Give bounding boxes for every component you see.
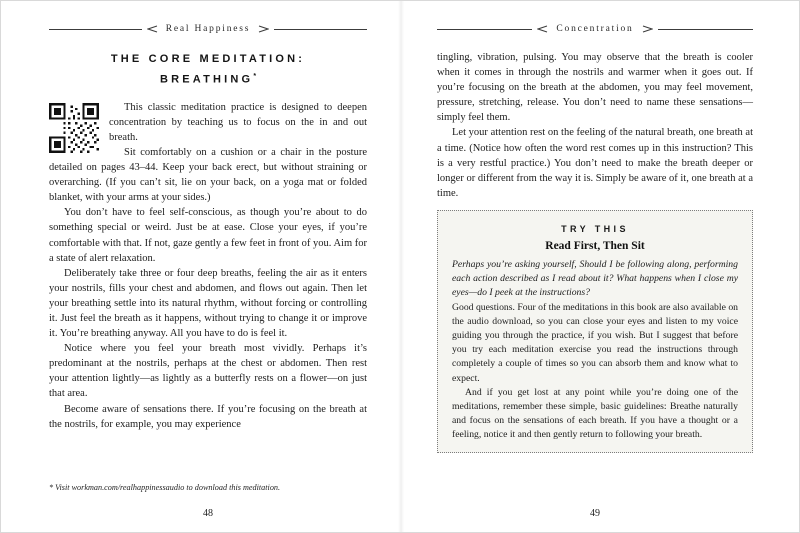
callout-kicker: TRY THIS [561,223,629,234]
body-paragraph: Notice where you feel your breath most vividly. Perhaps it’s predominant at the nostrils, perhaps at the chest or abdomen. Then rest your attention lightly—as lightly as a butterfly rests on a flower—on just that area. [49,343,367,400]
running-header-right [437,23,753,35]
running-header-text: Real Happiness [165,24,251,34]
chapter-title-line1: THE CORE MEDITATION: [110,53,306,65]
header-ornament-icon [258,25,269,33]
page-fold-divider [398,1,404,532]
callout-paragraph: Good questions. Four of the meditations in this book are also available on the audio download, so you can close your eyes and listen to my voice guiding you through the practice, if you wish. But I suggest that before you try each meditation exercise you read the instructions through completely a couple of times so you can absorb them and know what to expect. [452,301,739,384]
chapter-title-line2: BREATHING* [159,73,257,86]
header-rule [658,29,753,30]
page-left [1,1,401,533]
body-text-right [437,50,753,201]
callout-paragraph: And if you get lost at any point while you’re doing one of the meditations, remember these simple, basic guidelines: Breathe naturally and focus on the sensations of each breath. If you have a thought or a feeling, notice it and then gently return to following your breath. [452,386,738,441]
body-paragraph: Let your attention rest on the feeling of the natural breath, one breath at a time. (Notice how often the word rest comes up in this instruction? This is a very restful practice.) You don’t need to make the breath deeper or longer or different from the way it is. Simply be aware of it, one breath at a time. [437,127,753,199]
qr-code [49,103,99,153]
callout-title: Read First, Then Sit [545,239,645,252]
header-rule [437,29,532,30]
body-paragraph: tingling, vibration, pulsing. You may observe that the breath is cooler when it comes in through the nostrils and warmer when it goes out. If you’re focusing on the breath at the abdomen, you may feel movement, pressure, stretching, release. You don’t need to name these sensations—simply feel them. [437,52,753,124]
header-rule [49,29,142,30]
page-right [401,1,800,533]
page-number-left: 48 [203,508,213,519]
footnote-mark: * [253,73,257,80]
header-ornament-icon [642,25,653,33]
header-rule [274,29,367,30]
body-paragraph: Sit comfortably on a cushion or a chair in the posture detailed on pages 43–44. Keep your back erect, but without straining or overarching. (If you can’t sit, lie on your back, on a yoga mat or folded blanket, with your arms at your sides.) [49,146,367,204]
body-paragraph: This classic meditation practice is designed to deepen concentration by teaching us to focus on the in and out breath. [109,101,367,143]
callout-body [452,258,738,443]
body-text-left [49,100,367,432]
running-header-left [49,23,367,35]
chapter-title [49,51,367,89]
header-ornament-icon [147,25,158,33]
body-paragraph: You don’t have to feel self-conscious, as though you’re about to do something special or weird. Just be at ease. Close your eyes, if you’re comfortable with that. If not, gaze gently a few feet in front of you. Aim for a state of alert relaxation. [49,207,367,264]
callout-paragraph: Perhaps you’re asking yourself, Should I be following along, performing each action described as I read about it? What happens when I close my eyes—do I peek at the instructions? [452,258,738,299]
paragraph-list-right [437,50,753,201]
try-this-box [437,210,753,453]
page-number-right: 49 [590,508,600,519]
footnote: * Visit workman.com/realhappinessaudio to download this meditation. [49,483,281,492]
body-paragraph: Deliberately take three or four deep breaths, feeling the air as it enters your nostrils, fills your chest and abdomen, and flows out again. Then let your breathing settle into its natural rhythm, without forcing or controlling it. Just feel the breath as it happens, without trying to change it or improve it. You’re breathing anyway. All you have to do is feel it. [49,267,367,340]
running-header-text: Concentration [556,24,634,34]
header-ornament-icon [537,25,548,33]
body-paragraph: Become aware of sensations there. If you’re focusing on the breath at the nostrils, for example, you may experience [49,403,367,430]
